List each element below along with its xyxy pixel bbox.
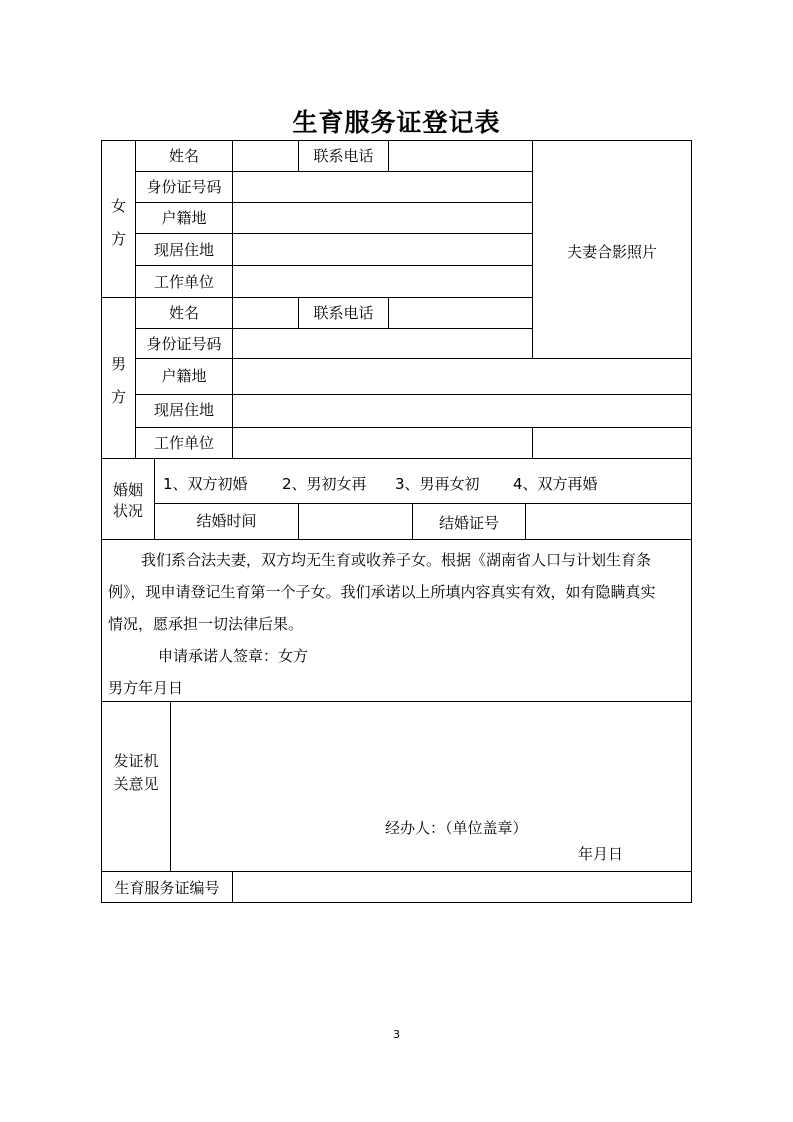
female-residence-field[interactable] [233,234,532,265]
marriage-option-1[interactable]: 1、双方初婚 [163,475,248,493]
marriage-cert-field[interactable] [526,504,691,539]
form-title: 生育服务证登记表 [292,108,501,137]
male-name-field[interactable] [233,298,298,328]
border-left [101,140,102,903]
applicant-signature-label: 申请承诺人签章：女方 [158,647,309,665]
divider [532,427,533,458]
marriage-option-4[interactable]: 4、双方再婚 [513,475,598,493]
female-hukou-field[interactable] [233,203,532,233]
male-id-label: 身份证号码 [146,335,222,353]
female-work-label: 工作单位 [153,273,214,291]
marriage-cert-label: 结婚证号 [438,514,499,532]
couple-photo-label: 夫妻合影照片 [566,243,657,261]
male-phone-field[interactable] [389,298,532,328]
marriage-status-label: 婚姻状况 [112,481,143,520]
page-number: 3 [393,1028,400,1041]
male-phone-label: 联系电话 [313,304,374,322]
female-id-label: 身份证号码 [146,178,222,196]
male-name-label: 姓名 [168,304,199,322]
agency-date-label: 年月日 [578,845,624,863]
divider [101,458,692,459]
male-work-label: 工作单位 [153,434,214,452]
applicant-signature-label-2: 男方年月日 [108,679,184,697]
male-id-field[interactable] [233,329,532,358]
male-hukou-label: 户籍地 [161,367,207,385]
female-id-field[interactable] [233,172,532,202]
marriage-date-label: 结婚时间 [196,512,257,530]
male-residence-field[interactable] [233,395,691,427]
issuing-agency-label: 发证机关意见 [113,752,159,793]
female-group-char-1: 女 [110,197,126,215]
border-bottom [101,902,692,903]
marriage-option-2[interactable]: 2、男初女再 [282,475,367,493]
cert-number-field[interactable] [233,872,691,902]
marriage-date-field[interactable] [299,504,412,539]
statement-line-3: 情况，愿承担一切法律后果。 [108,615,304,633]
handler-seal-label: 经办人：（单位盖章） [385,819,528,837]
marriage-option-3[interactable]: 3、男再女初 [395,475,480,493]
female-name-field[interactable] [233,141,298,171]
male-hukou-field[interactable] [233,359,691,394]
male-residence-label: 现居住地 [153,401,214,419]
female-phone-field[interactable] [389,141,532,171]
statement-line-1: 我们系合法夫妻，双方均无生育或收养子女。根据《湖南省人口与计划生育条 [141,551,652,569]
divider [101,539,692,540]
female-name-label: 姓名 [168,147,199,165]
statement-line-2: 例》，现申请登记生育第一个子女。我们承诺以上所填内容真实有效，如有隐瞒真实 [108,583,656,601]
male-group-char-2: 方 [110,388,126,406]
male-group-char-1: 男 [110,355,126,373]
male-work-field[interactable] [233,428,532,458]
female-hukou-label: 户籍地 [161,209,207,227]
couple-photo-area[interactable] [533,141,691,358]
female-residence-label: 现居住地 [153,241,214,259]
female-group-char-2: 方 [110,230,126,248]
female-phone-label: 联系电话 [313,147,374,165]
border-right [691,140,692,903]
female-work-field[interactable] [233,266,532,297]
cert-number-label: 生育服务证编号 [114,879,220,897]
